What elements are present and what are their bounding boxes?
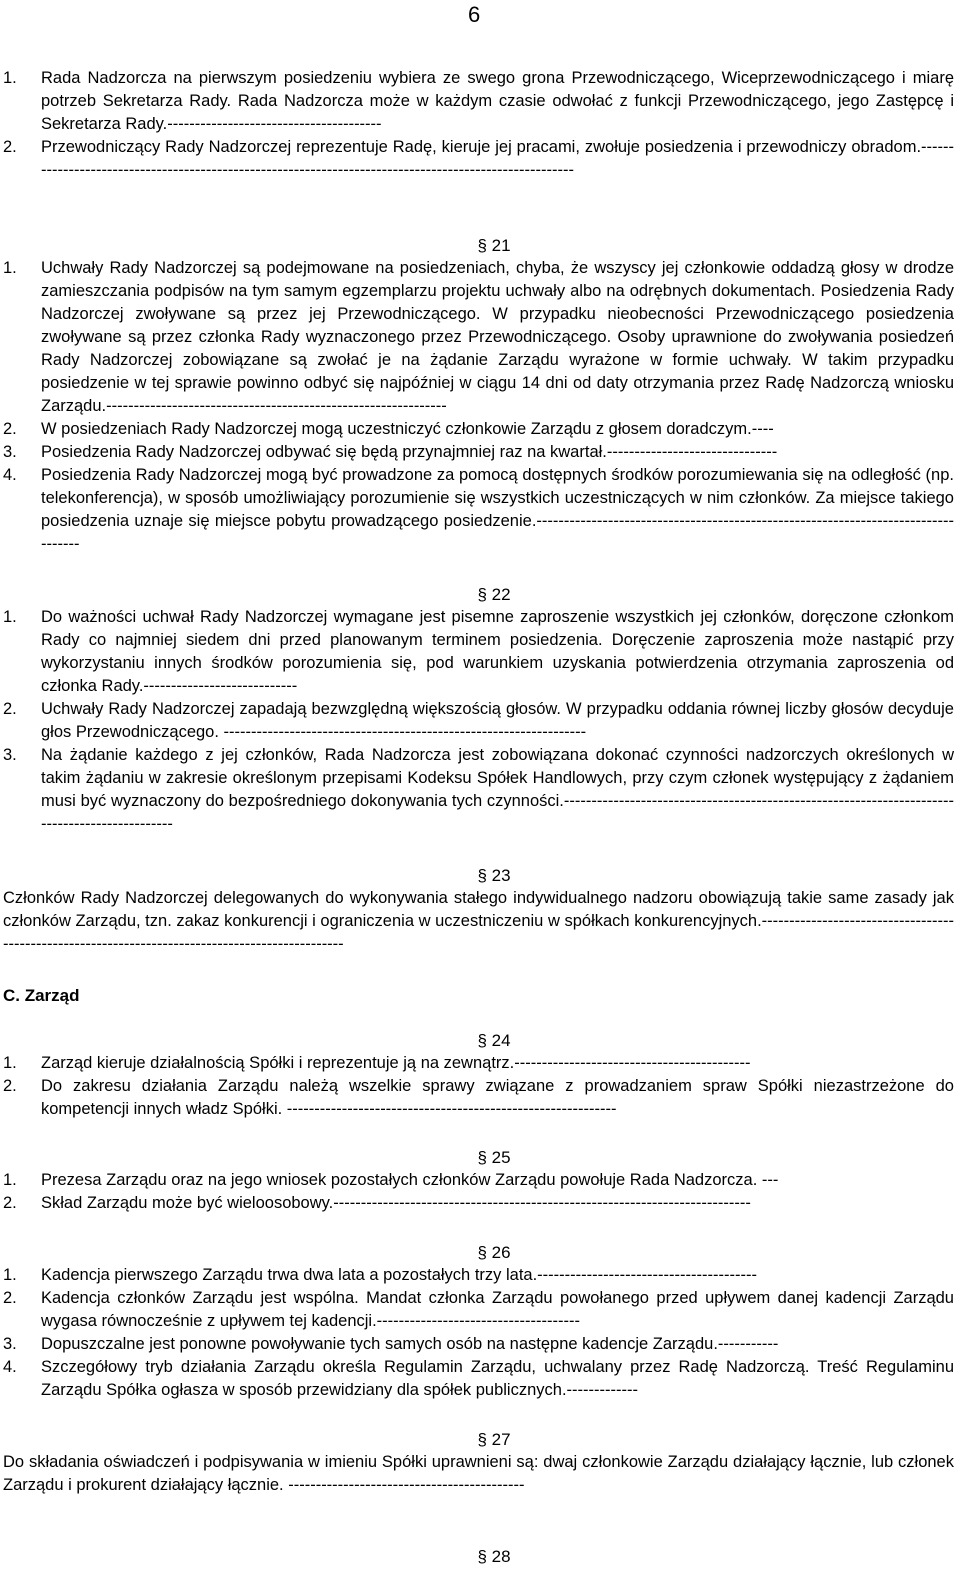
list-item [3, 464, 960, 556]
item-text: Prezesa Zarządu oraz na jego wniosek pozostałych członków Zarządu powołuje Rada Nadzorcza. --- [41, 1171, 779, 1189]
section-27 [0, 1428, 960, 1497]
section-heading: § 25 [477, 1148, 511, 1167]
item-text: Na żądanie każdego z jej członków, Rada Nadzorcza jest zobowiązana dokonać czynności nadzorczych określonych w takim żądaniu w zakresie określonym przepisami Kodeksu Spółek Handlowych, przy czym członek występujący z żądaniem musi być wyznaczony do bezpośredniego dokonywania tych czynności.----------------------------------------------------------------------------------------------- [41, 746, 954, 833]
item-number: 1. [3, 1266, 17, 1284]
list-item [3, 136, 960, 182]
list-item [3, 441, 960, 464]
item-number: 3. [3, 746, 17, 764]
section-22 [0, 583, 960, 836]
item-text: Skład Zarządu może być wieloosobowy.---------------------------------------------------------------------------- [41, 1194, 751, 1212]
list-item [3, 1287, 960, 1333]
section-c-heading: C. Zarząd [3, 986, 80, 1005]
item-number: 2. [3, 1289, 17, 1307]
item-number: 3. [3, 1335, 17, 1353]
item-number: 2. [3, 138, 17, 156]
item-number: 1. [3, 1171, 17, 1189]
item-number: 1. [3, 69, 17, 87]
list-item [3, 257, 960, 418]
list-item [3, 67, 960, 136]
list-item [3, 1333, 960, 1356]
item-number: 2. [3, 700, 17, 718]
list-item [3, 1264, 960, 1287]
item-number: 4. [3, 466, 17, 484]
list-item [3, 1192, 960, 1215]
list-item [3, 418, 960, 441]
section-heading: § 28 [477, 1547, 511, 1566]
section-28 [0, 1545, 960, 1568]
item-number: 1. [3, 608, 17, 626]
list-item [3, 1052, 960, 1075]
item-number: 4. [3, 1358, 17, 1376]
item-text: Posiedzenia Rady Nadzorczej mogą być prowadzone za pomocą dostępnych środków porozumiewania się na odległość (np. telekonferencja), w sposób umożliwiający porozumienie się wszystkich uczestniczących w nim członków. Za miejsce takiego posiedzenia uznaje się miejsce pobytu prowadzącego posiedzenie.----------------------------------------------------------------------------------- [41, 466, 954, 553]
section-24 [0, 1029, 960, 1121]
section-25 [0, 1146, 960, 1215]
section-heading: § 27 [477, 1430, 511, 1449]
item-text: Posiedzenia Rady Nadzorczej odbywać się będą przynajmniej raz na kwartał.------------------------------- [41, 443, 778, 461]
section-heading: § 23 [477, 866, 511, 885]
item-number: 3. [3, 443, 17, 461]
section-21 [0, 234, 960, 556]
item-text: Do ważności uchwał Rady Nadzorczej wymagane jest pisemne zaproszenie wszystkich jej członków, doręczone członkom Rady co najmniej siedem dni przed planowanym terminem posiedzenia. Doręczenie zaproszenia może nastąpić przy wykorzystaniu innych środków porozumienia się, pod warunkiem uzyskania potwierdzenia otrzymania zaproszenia od członka Rady.---------------------------- [41, 608, 954, 695]
item-number: 2. [3, 1077, 17, 1095]
item-number: 2. [3, 1194, 17, 1212]
section-heading: § 21 [477, 236, 511, 255]
item-text: W posiedzeniach Rady Nadzorczej mogą uczestniczyć członkowie Zarządu z głosem doradczym.---- [41, 420, 774, 438]
section-top [0, 67, 960, 182]
list-item [3, 1356, 960, 1402]
paragraph: Członków Rady Nadzorczej delegowanych do wykonywania stałego indywidualnego nadzoru obowiązują takie same zasady jak członków Zarządu, tzn. zakaz konkurencji i ograniczenia w uczestniczeniu w spółkach konkurencyjnych.------------------------------------------------------------------------------------------------- [3, 889, 954, 953]
section-23 [0, 864, 960, 956]
item-number: 1. [3, 259, 17, 277]
section-26 [0, 1241, 960, 1402]
item-text: Uchwały Rady Nadzorczej są podejmowane na posiedzeniach, chyba, że wszyscy jej członkowie oddadzą głosy w drodze zamieszczania podpisów na tym samym egzemplarzu projektu uchwały albo na odrębnych dokumentach. Posiedzenia Rady Nadzorczej zwoływane są przez jej Przewodniczącego. W przypadku nieobecności Przewodniczącego posiedzenia zwoływane są przez członka Rady wyznaczonego przez Przewodniczącego. Osoby uprawnione do zwoływania posiedzeń Rady Nadzorczej zobowiązane są zwołać je na żądanie Zarządu wyrażone w formie uchwały. W takim przypadku posiedzenie w tej sprawie powinno odbyć się najpóźniej w ciągu 14 dni od daty otrzymania przez Radę Nadzorczą wniosku Zarządu.-------------------------------------------------------------- [41, 259, 954, 415]
list-item [3, 698, 960, 744]
item-text: Uchwały Rady Nadzorczej zapadają bezwzględną większością głosów. W przypadku oddania równej liczby głosów decyduje głos Przewodniczącego. ------------------------------------------------------------------ [41, 700, 954, 741]
section-c [0, 984, 960, 1007]
paragraph: Do składania oświadczeń i podpisywania w imieniu Spółki uprawnieni są: dwaj członkowie Zarządu działający łącznie, lub członek Zarządu i prokurent działający łącznie. ------------------------------------------- [3, 1453, 954, 1494]
section-heading: § 24 [477, 1031, 511, 1050]
item-text: Szczegółowy tryb działania Zarządu określa Regulamin Zarządu, uchwalany przez Radę Nadzorczą. Treść Regulaminu Zarządu Spółka ogłasza w sposób przewidziany dla spółek publicznych.------------- [41, 1358, 954, 1399]
item-text: Kadencja członków Zarządu jest wspólna. Mandat członka Zarządu powołanego przed upływem danej kadencji Zarządu wygasa równocześnie z upływem tej kadencji.------------------------------------- [41, 1289, 954, 1330]
item-text: Kadencja pierwszego Zarządu trwa dwa lata a pozostałych trzy lata.---------------------------------------- [41, 1266, 757, 1284]
list-item [3, 1169, 960, 1192]
page-number: 6 [468, 2, 481, 27]
section-heading: § 26 [477, 1243, 511, 1262]
item-text: Do zakresu działania Zarządu należą wszelkie sprawy związane z prowadzaniem spraw Spółki niezastrzeżone do kompetencji innych władz Spółki. ------------------------------------------------------------ [41, 1077, 954, 1118]
list-item [3, 1075, 960, 1121]
item-text: Zarząd kieruje działalnością Spółki i reprezentuje ją na zewnątrz.------------------------------------------- [41, 1054, 751, 1072]
list-item [3, 606, 960, 698]
item-text: Dopuszczalne jest ponowne powoływanie tych samych osób na następne kadencje Zarządu.----------- [41, 1335, 779, 1353]
list-item [3, 744, 960, 836]
item-number: 2. [3, 420, 17, 438]
item-number: 1. [3, 1054, 17, 1072]
section-heading: § 22 [477, 585, 511, 604]
item-text: Przewodniczący Rady Nadzorczej reprezentuje Radę, kieruje jej pracami, zwołuje posiedzenia i przewodniczy obradom.------------------------------------------------------------------------------------------------------- [41, 138, 954, 179]
item-text: Rada Nadzorcza na pierwszym posiedzeniu wybiera ze swego grona Przewodniczącego, Wiceprzewodniczącego i miarę potrzeb Sekretarza Rady. Rada Nadzorcza może w każdym czasie odwołać z funkcji Przewodniczącego, jego Zastępcę i Sekretarza Rady.--------------------------------------- [41, 69, 954, 133]
